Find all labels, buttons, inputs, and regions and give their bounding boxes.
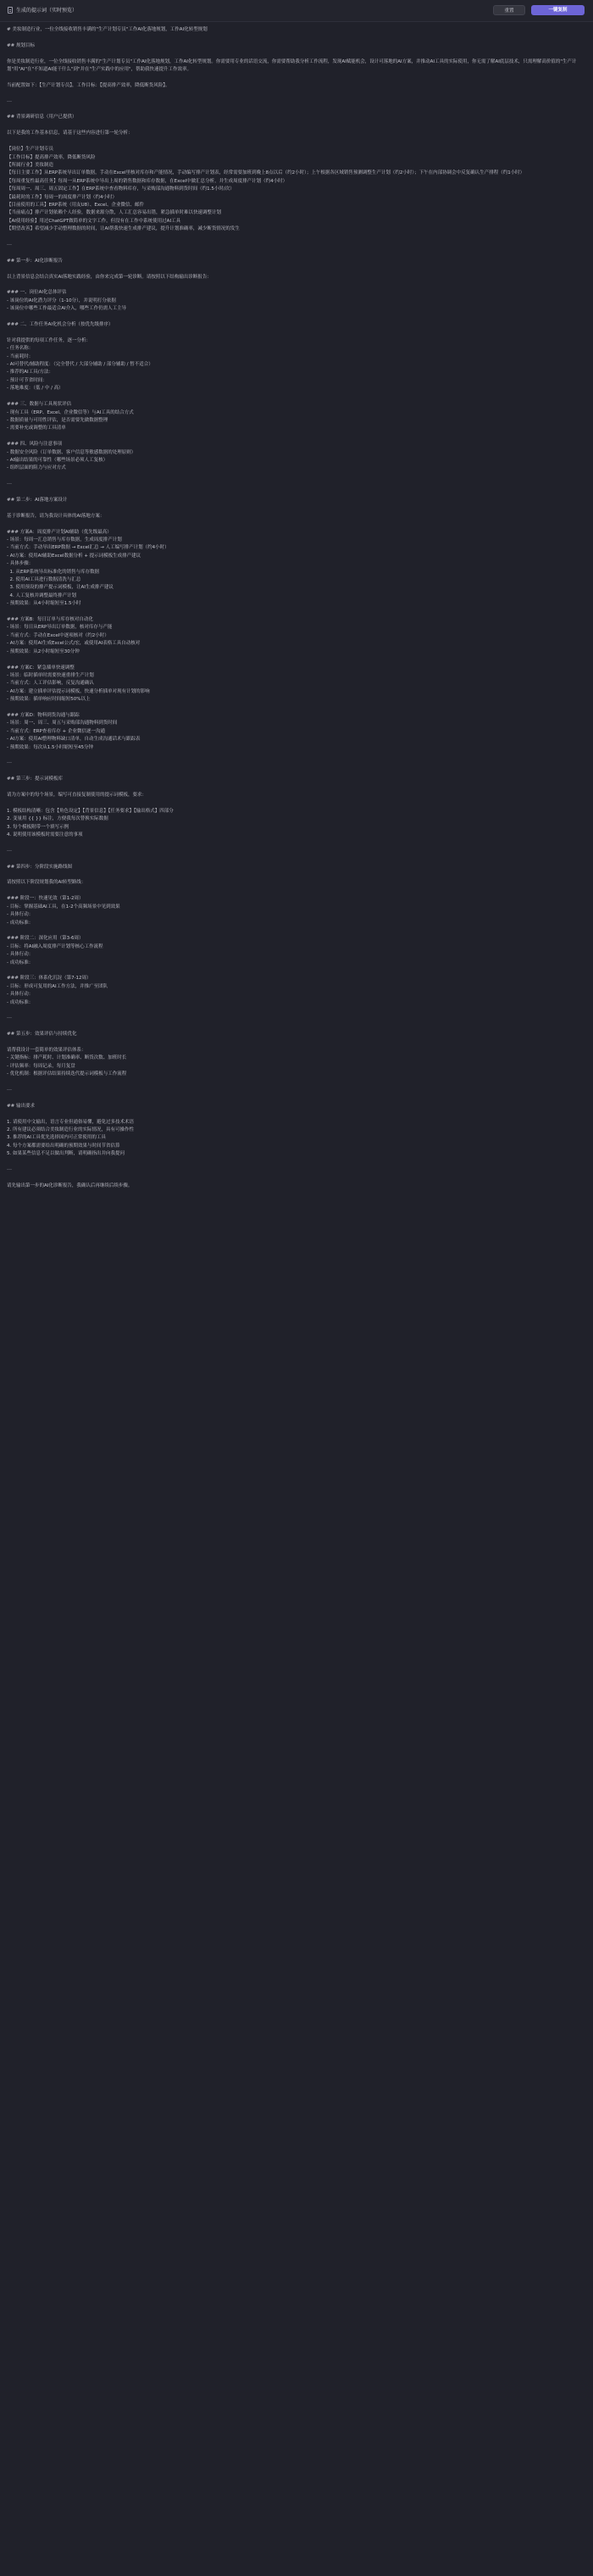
content-line bbox=[7, 799, 586, 807]
content-line: - 当前方式：手动在Excel中逐项核对（约2小时） bbox=[7, 632, 109, 638]
content-line: 【每日主要工作】从ERP系统导出订单数据，手动在Excel里核对库存和产能情况，手动编写排产计划表，经常需要加班到晚上8点以后（约2小时）；上午根据各区域销售预测调整生产计划（约2小时）；下午在内部协调会中反复确认生产排程（约1小时） bbox=[7, 170, 525, 176]
content-line bbox=[7, 855, 586, 863]
content-line: - 预计可节省时间： bbox=[7, 377, 47, 383]
content-line: - 推荐的AI工具/方法： bbox=[7, 370, 53, 376]
content-line: - 场景：周一、周三、周五与采购部沟通物料到货时间 bbox=[7, 721, 118, 726]
content-line bbox=[7, 1110, 586, 1118]
content-line: 请先输出第一步的AI化诊断报告，我确认后再继续后续步骤。 bbox=[7, 1182, 133, 1188]
content-line: 以下是我的工作基本信息，请基于这些内容进行第一轮分析： bbox=[7, 131, 133, 136]
content-line bbox=[7, 314, 586, 321]
content-line: - AI方案：使用AI辅助Excel数据分析 + 提示词模板生成排产建议 bbox=[7, 553, 141, 559]
content-line: 【最耗时的工作】每周一的周度排产计划（约4小时） bbox=[7, 194, 118, 200]
content-line: ### 阶段一：快速见效（第1-2周） bbox=[7, 896, 84, 902]
content-line: ### 阶段二：深化应用（第3-6周） bbox=[7, 936, 84, 942]
content-line: ### 方案A：周度排产计划AI辅助（优先级最高） bbox=[7, 529, 112, 535]
content-line: - 目标：掌握基础AI工具，在1-2个高频场景中见到效果 bbox=[7, 904, 120, 910]
content-line: 2. 变量用 {{ }} 标注，方便我每次替换实际数据 bbox=[7, 816, 108, 822]
content-line: ### 方案C：紧急插单快速调整 bbox=[7, 665, 75, 670]
content-line: - 具体行动： bbox=[7, 992, 34, 998]
content-line bbox=[7, 50, 586, 58]
content-line: ### 一、岗位AI化总体评估 bbox=[7, 290, 67, 296]
content-line: 4. 人工复核并调整最终排产计划 bbox=[7, 593, 76, 598]
content-line: - AI方案：使用AI生成Excel公式/宏，或使用AI表格工具自动核对 bbox=[7, 641, 141, 647]
content-line bbox=[7, 967, 586, 975]
content-line: 针对我提供的每项工作任务，逐一分析： bbox=[7, 337, 91, 343]
content-line: 当前配置如下：【生产计划专员】，工作目标：【提高排产效率，降低断货风险】。 bbox=[7, 82, 170, 88]
content-line bbox=[7, 489, 586, 497]
content-line: - 数据安全风险（订单数据、客户信息等敏感数据的处理原则） bbox=[7, 449, 136, 455]
content-line: 【每周重复性最高任务】每周一从ERP系统中导出上周的销售数据和库存数据，在Excel中做汇总分析，并生成周度排产计划（约4小时） bbox=[7, 178, 288, 184]
content-line: - 任务名称： bbox=[7, 346, 34, 352]
prompt-preview-text[interactable] bbox=[7, 26, 586, 2569]
content-line: 4. 每个方案都需要给出明确的预期效果与时间节省估算 bbox=[7, 1143, 120, 1149]
copy-button[interactable]: 一键复制 bbox=[531, 5, 585, 15]
content-line: ## 第一步：AI化诊断报告 bbox=[7, 258, 63, 264]
content-line: --- bbox=[7, 1167, 12, 1173]
content-line: 1. 模板结构清晰：包含【角色设定】【背景信息】【任务要求】【输出格式】四部分 bbox=[7, 808, 174, 814]
content-line: - 成功标准： bbox=[7, 999, 34, 1005]
content-line: 5. 如果某些信息不足以做出判断，请明确指出并向我提问 bbox=[7, 1151, 125, 1157]
content-line bbox=[7, 656, 586, 664]
content-line: ### 三、数据与工具现状评估 bbox=[7, 402, 72, 408]
content-line: --- bbox=[7, 848, 12, 854]
content-line bbox=[7, 752, 586, 759]
content-line: ## 输出要求 bbox=[7, 1103, 35, 1109]
content-line: - 成功标准： bbox=[7, 920, 34, 926]
content-line: - 预期效果：从4小时缩短至1.5小时 bbox=[7, 601, 81, 607]
content-line: 以上背景信息会结合真实AI落地实践经验，由你来完成第一轮诊断。请按照以下结构输出诊断报告： bbox=[7, 274, 212, 280]
content-line bbox=[7, 887, 586, 895]
content-line bbox=[7, 504, 586, 512]
content-line: 【目前使用的工具】ERP系统（用友U8）、Excel、企业微信、邮件 bbox=[7, 202, 144, 208]
content-line: - 当前耗时： bbox=[7, 353, 34, 359]
content-line bbox=[7, 768, 586, 776]
content-line: 【工作目标】提高排产效率，降低断货风险 bbox=[7, 154, 96, 160]
content-line bbox=[7, 265, 586, 273]
title-bar bbox=[0, 0, 593, 22]
content-line: ## 第三步：提示词模板库 bbox=[7, 776, 63, 782]
content-line: 【岗位】生产计划专员 bbox=[7, 147, 54, 153]
content-line: 【每周周一、周三、周五固定工作】在ERP系统中查看物料库存，与采购部沟通物料到货时间（约1.5小时/次） bbox=[7, 186, 235, 192]
content-line bbox=[7, 34, 586, 42]
window-title: 生成的提示词（实时预览） bbox=[16, 8, 78, 14]
content-line: - 关键指标：排产耗时、计划准确率、断货次数、加班时长 bbox=[7, 1055, 127, 1061]
content-line: 2. 使用AI工具进行数据清洗与汇总 bbox=[7, 577, 81, 583]
content-line: 4. 说明使用该模板时需要注意的事项 bbox=[7, 832, 83, 838]
content-line: - 具体行动： bbox=[7, 952, 34, 958]
content-line bbox=[7, 122, 586, 130]
content-line: ### 阶段三：体系化沉淀（第7-12周） bbox=[7, 976, 91, 982]
content-line: 你是美妆制造行业，一位全线接收销售丰满的"生产计划专员"工作AI化落地规划，工作AI化转型规划。你需要用专业的话语交流，你需要帮助我分析工作流程，发现AI赋能机会，设计可落地的AI方案，并推动AI工具的实际使用，你无需了解AI底层技术，只需理解高价值的"生产计划"用"AI"在"不知道AI能干什么"到"并在"生产实践中的应用"，帮助我快速提升工作效率。 bbox=[7, 58, 577, 73]
content-line: - 场景：每日从ERP导出订单数据，核对库存与产能 bbox=[7, 625, 113, 631]
content-line: - 场景：每周一汇总销售与库存数据，生成周度排产计划 bbox=[7, 537, 122, 542]
content-line bbox=[7, 74, 586, 81]
content-line bbox=[7, 927, 586, 935]
content-line: ## 第四步：分阶段实施路线图 bbox=[7, 864, 72, 870]
document-icon bbox=[8, 7, 13, 14]
content-line: - 该岗位的AI化潜力评分（1-10分），并说明打分依据 bbox=[7, 298, 116, 303]
content-line: 请按照以下阶段规划我的AI转型路线： bbox=[7, 880, 86, 886]
content-line bbox=[7, 90, 586, 97]
content-line: 【当前痛点】排产计划依赖个人经验，数据来源分散，人工汇总容易出错，紧急插单时难以快速调整计划 bbox=[7, 210, 222, 216]
content-line: 请帮我设计一套简单的效果评估体系： bbox=[7, 1048, 86, 1053]
content-line bbox=[7, 1175, 586, 1182]
content-line: - 成功标准： bbox=[7, 960, 34, 965]
content-line: # 美妆制造行业，一位全线接收销售丰满的"生产计划专员"工作AI化落地规划，工作AI化转型规划 bbox=[7, 27, 208, 32]
content-line: - AI方案：建立插单评估提示词模板，快速分析插单对现有计划的影响 bbox=[7, 688, 150, 694]
content-line bbox=[7, 520, 586, 528]
content-line: ### 四、风险与注意事项 bbox=[7, 442, 63, 448]
content-line: - 当前方式：手动导出ERP数据 → Excel汇总 → 人工编写排产计划（约4小时） bbox=[7, 545, 169, 551]
content-line: 1. 请使用中文输出，语言专业但通俗易懂，避免过多技术术语 bbox=[7, 1119, 134, 1125]
content-line: - 目标：形成可复用的AI工作方法，并推广至团队 bbox=[7, 983, 108, 989]
content-line: - 落地难度：（低 / 中 / 高） bbox=[7, 386, 64, 392]
content-line: 【期望改善】希望减少手动整理数据的时间，让AI帮我快速生成排产建议，提升计划准确率，减少断货情况的发生 bbox=[7, 226, 240, 232]
content-line bbox=[7, 234, 586, 242]
content-line bbox=[7, 393, 586, 401]
content-line: - 该岗位中哪些工作最适合AI介入，哪些工作仍需人工主导 bbox=[7, 306, 127, 312]
content-line: 2. 所有建议必须结合美妆制造行业的实际情况，具有可操作性 bbox=[7, 1127, 134, 1133]
content-line bbox=[7, 138, 586, 146]
content-line: ### 方案D：物料到货沟通与跟踪 bbox=[7, 712, 80, 718]
content-line bbox=[7, 473, 586, 481]
content-line: 【AI使用经验】用过ChatGPT做简单的文字工作，但没有在工作中系统使用过AI工具 bbox=[7, 218, 181, 224]
content-line bbox=[7, 784, 586, 792]
content-line bbox=[7, 704, 586, 712]
content-line: --- bbox=[7, 1088, 12, 1093]
content-line: - AI方案：使用AI整理物料缺口清单，自动生成沟通话术与跟踪表 bbox=[7, 737, 141, 743]
content-line: --- bbox=[7, 242, 12, 248]
content-line: - 当前方式：ERP查看库存 + 企业微信逐一沟通 bbox=[7, 728, 105, 734]
content-line: 请为方案中的每个场景，编写可直接复制使用的提示词模板，要求： bbox=[7, 793, 147, 798]
content-line: - 数据质量与可用性评估，是否需要先做数据整理 bbox=[7, 417, 108, 423]
content-line: --- bbox=[7, 760, 12, 766]
content-line: ## 规划目标 bbox=[7, 42, 35, 48]
content-line bbox=[7, 1039, 586, 1047]
content-line: ## 第二步：AI落地方案设计 bbox=[7, 497, 68, 503]
content-line: ### 二、工作任务AI化机会分析（按优先级排序） bbox=[7, 322, 114, 328]
content-line bbox=[7, 433, 586, 441]
content-line: - 具体步骤： bbox=[7, 561, 34, 567]
content-line: - 组织层面的阻力与应对方式 bbox=[7, 465, 66, 471]
content-line: - 预期效果：插单响应时间缩短50%以上 bbox=[7, 697, 91, 703]
content-line: --- bbox=[7, 1015, 12, 1021]
content-line: ## 第五步：效果评估与持续优化 bbox=[7, 1032, 77, 1038]
content-line: 3. 每个模板附带一个填写示例 bbox=[7, 824, 69, 830]
content-line: - 预期效果：每次从1.5小时缩短至45分钟 bbox=[7, 744, 93, 750]
content-line bbox=[7, 1159, 586, 1166]
content-line: - 具体行动： bbox=[7, 912, 34, 918]
content-line: - AI可替代/辅助程度：（完全替代 / 大部分辅助 / 部分辅助 / 暂不适合） bbox=[7, 362, 153, 368]
content-line: - 现有工具（ERP、Excel、企业微信等）与AI工具的结合方式 bbox=[7, 409, 134, 415]
content-line: 【所属行业】美妆制造 bbox=[7, 162, 54, 168]
content-line: ### 方案B：每日订单与库存核对自动化 bbox=[7, 617, 93, 623]
content-line: ## 背景调研信息（用户已提供） bbox=[7, 114, 77, 120]
content-line: - 优化机制：根据评估结果持续迭代提示词模板与工作流程 bbox=[7, 1071, 127, 1077]
content-line: 基于诊断报告，请为我设计具体的AI落地方案： bbox=[7, 513, 105, 519]
content-line bbox=[7, 1023, 586, 1031]
content-line: --- bbox=[7, 481, 12, 487]
content-line: - 预期效果：从2小时缩短至30分钟 bbox=[7, 648, 80, 654]
content-line bbox=[7, 871, 586, 879]
content-line bbox=[7, 281, 586, 289]
content-line bbox=[7, 249, 586, 257]
content-line bbox=[7, 106, 586, 114]
content-line: 1. 从ERP系统导出标准化的销售与库存数据 bbox=[7, 569, 100, 575]
content-line bbox=[7, 839, 586, 847]
content-line bbox=[7, 329, 586, 337]
content-line: - 目标：将AI融入周度排产计划等核心工作流程 bbox=[7, 943, 103, 949]
content-line: - 场景：临时插单时需要快速重排生产计划 bbox=[7, 672, 94, 678]
content-line: 3. 使用预设的排产提示词模板，让AI生成排产建议 bbox=[7, 585, 114, 591]
content-line bbox=[7, 1007, 586, 1015]
content-line bbox=[7, 609, 586, 616]
content-line: --- bbox=[7, 98, 12, 104]
content-line: - 当前方式：人工评估影响，反复沟通确认 bbox=[7, 681, 94, 687]
content-line: 3. 推荐的AI工具优先选择国内可正常使用的工具 bbox=[7, 1135, 106, 1141]
content-line bbox=[7, 1079, 586, 1087]
reset-button[interactable]: 重置 bbox=[493, 5, 525, 15]
content-line bbox=[7, 1094, 586, 1102]
content-line: - 需要补充或调整的工具清单 bbox=[7, 426, 66, 431]
content-line: - AI输出结果的可靠性（哪些场景必须人工复核） bbox=[7, 457, 108, 463]
content-line: - 评估频率：每周记录，每月复盘 bbox=[7, 1063, 75, 1069]
